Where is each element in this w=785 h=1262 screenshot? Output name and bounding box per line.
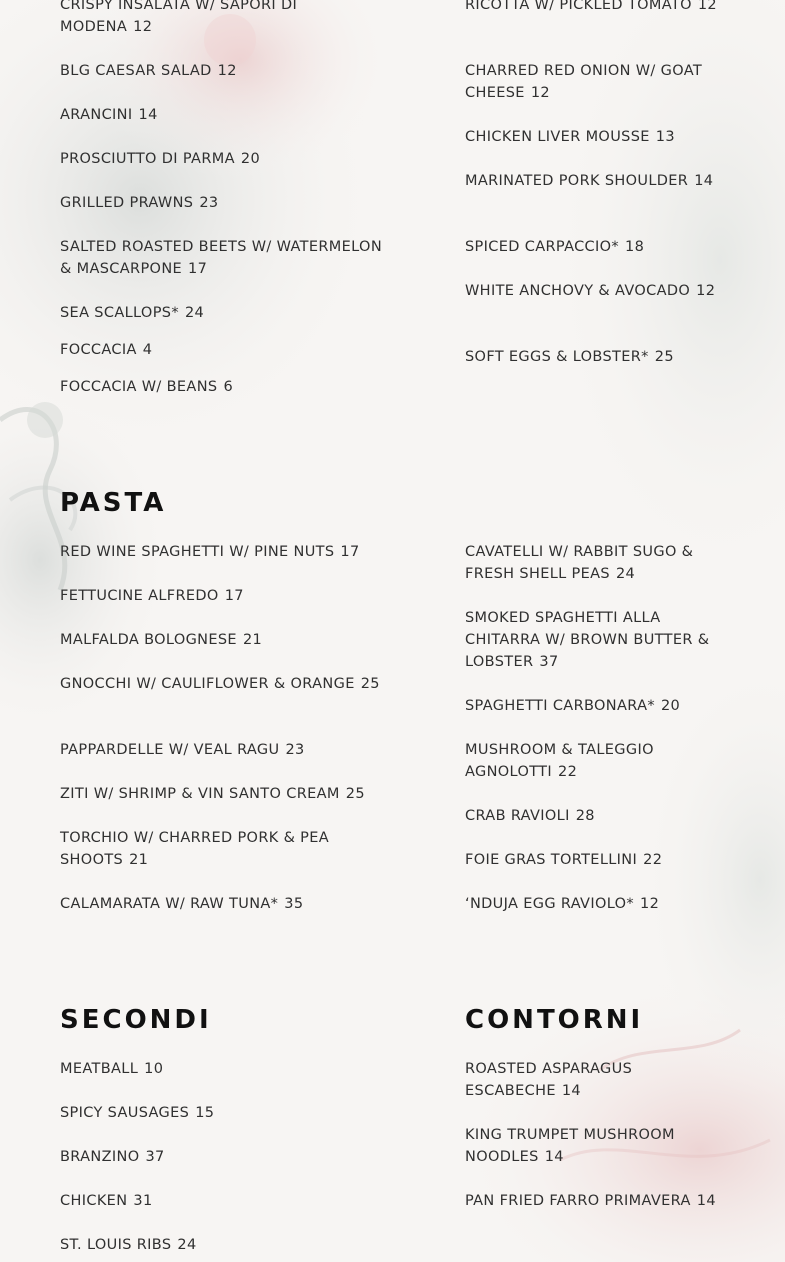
item-price: 13 [655, 129, 675, 145]
item-name: SEA SCALLOPS* [60, 305, 179, 321]
item-name: FOCCACIA [60, 342, 137, 358]
item-price: 25 [360, 676, 380, 692]
item-name: MARINATED PORK SHOULDER [465, 173, 689, 189]
item-price: 23 [199, 195, 219, 211]
menu-item [465, 346, 735, 368]
menu-item [60, 783, 390, 805]
menu-item [60, 192, 390, 214]
menu-item [465, 805, 735, 827]
item-name: ‘NDUJA EGG RAVIOLO* [465, 896, 634, 912]
menu-item [465, 126, 735, 148]
item-price: 21 [129, 852, 149, 868]
item-price: 14 [561, 1083, 582, 1099]
item-name: WHITE ANCHOVY & AVOCADO [465, 283, 691, 299]
item-price: 28 [575, 808, 595, 824]
item-price: 12 [697, 0, 718, 13]
item-name: SOFT EGGS & LOBSTER* [465, 349, 649, 365]
item-price: 12 [217, 63, 237, 79]
item-name: ARANCINI [60, 107, 133, 123]
item-name: SMOKED SPAGHETTI ALLA CHITARRA W/ BROWN BUTTER & LOBSTER [465, 610, 710, 670]
item-name: CHICKEN [60, 1193, 128, 1209]
section-heading-secondi: SECONDI [60, 1005, 212, 1035]
item-price: 14 [694, 173, 714, 189]
menu-item [60, 1102, 390, 1124]
menu-item [465, 1190, 735, 1212]
item-name: CRISPY INSALATA W/ SAPORI DI MODENA [60, 0, 298, 35]
item-name: SPICED CARPACCIO* [465, 239, 620, 255]
item-name: CHICKEN LIVER MOUSSE [465, 129, 650, 145]
item-name: RED WINE SPAGHETTI W/ PINE NUTS [60, 544, 335, 560]
menu-item [60, 302, 390, 324]
menu-item [465, 607, 735, 673]
menu-item [465, 541, 735, 585]
item-name: PAPPARDELLE W/ VEAL RAGU [60, 742, 280, 758]
menu-item [465, 1124, 735, 1168]
menu-item [60, 236, 390, 280]
item-price: 24 [615, 566, 636, 582]
item-name: ST. LOUIS RIBS [60, 1237, 172, 1253]
item-price: 37 [145, 1149, 165, 1165]
item-price: 12 [133, 19, 153, 35]
item-price: 17 [340, 544, 360, 560]
item-name: ROASTED ASPARAGUS ESCABECHE [465, 1061, 633, 1099]
menu-item [60, 673, 390, 695]
item-price: 18 [625, 239, 645, 255]
menu-item [60, 339, 390, 361]
menu-item [60, 541, 390, 563]
item-price: 24 [177, 1237, 197, 1253]
menu-item [60, 104, 390, 126]
menu-item [60, 1146, 390, 1168]
item-name: GNOCCHI W/ CAULIFLOWER & ORANGE [60, 676, 355, 692]
item-price: 21 [242, 632, 263, 648]
item-name: FETTUCINE ALFREDO [60, 588, 219, 604]
item-price: 17 [224, 588, 244, 604]
item-price: 15 [195, 1105, 215, 1121]
item-name: RICOTTA W/ PICKLED TOMATO [465, 0, 692, 13]
item-name: PAN FRIED FARRO PRIMAVERA [465, 1193, 691, 1209]
item-price: 14 [544, 1149, 564, 1165]
item-name: TORCHIO W/ CHARRED PORK & PEA SHOOTS [60, 830, 330, 868]
section-heading-contorni: CONTORNI [465, 1005, 644, 1035]
item-price: 12 [530, 85, 550, 101]
item-price: 35 [284, 896, 304, 912]
item-price: 14 [138, 107, 158, 123]
item-name: CRAB RAVIOLI [465, 808, 570, 824]
item-price: 37 [539, 654, 559, 670]
item-name: MEATBALL [60, 1061, 139, 1077]
menu-item [60, 893, 390, 915]
item-name: SPICY SAUSAGES [60, 1105, 190, 1121]
item-price: 23 [285, 742, 305, 758]
item-name: BLG CAESAR SALAD [60, 63, 212, 79]
item-name: SALTED ROASTED BEETS W/ WATERMELON & MASCARPONE [60, 239, 383, 277]
menu-item [60, 148, 390, 170]
item-price: 22 [643, 852, 663, 868]
menu-item [60, 585, 390, 607]
menu-item [465, 849, 735, 871]
item-name: SPAGHETTI CARBONARA* [465, 698, 655, 714]
item-price: 12 [640, 896, 660, 912]
item-price: 22 [558, 764, 578, 780]
item-name: PROSCIUTTO DI PARMA [60, 151, 235, 167]
item-price: 14 [696, 1193, 716, 1209]
item-name: ZITI W/ SHRIMP & VIN SANTO CREAM [60, 786, 340, 802]
item-price: 20 [240, 151, 261, 167]
menu-item [60, 1058, 390, 1080]
menu-item [465, 1058, 735, 1102]
item-price: 10 [144, 1061, 164, 1077]
item-name: CAVATELLI W/ RABBIT SUGO & FRESH SHELL PEAS [465, 544, 694, 582]
item-price: 31 [133, 1193, 153, 1209]
item-name: FOIE GRAS TORTELLINI [465, 852, 638, 868]
menu-item [465, 170, 735, 192]
menu-item [465, 695, 735, 717]
item-name: CHARRED RED ONION W/ GOAT CHEESE [465, 63, 703, 101]
menu-item [60, 60, 390, 82]
menu-item [60, 739, 390, 761]
menu-item [60, 1190, 390, 1212]
menu-item [465, 280, 735, 302]
item-price: 6 [223, 379, 234, 395]
item-name: KING TRUMPET MUSHROOM NOODLES [465, 1127, 675, 1165]
item-price: 25 [345, 786, 365, 802]
menu-item [60, 1234, 390, 1256]
menu-item [465, 0, 735, 16]
item-name: CALAMARATA W/ RAW TUNA* [60, 896, 279, 912]
item-price: 17 [188, 261, 208, 277]
menu-item [465, 893, 735, 915]
item-name: MALFALDA BOLOGNESE [60, 632, 237, 648]
item-price: 24 [184, 305, 205, 321]
menu-item [60, 0, 390, 38]
item-name: MUSHROOM & TALEGGIO AGNOLOTTI [465, 742, 654, 780]
item-price: 20 [660, 698, 681, 714]
menu-item [465, 60, 735, 104]
item-price: 4 [142, 342, 153, 358]
menu-item [60, 827, 390, 871]
item-name: GRILLED PRAWNS [60, 195, 194, 211]
item-price: 12 [696, 283, 716, 299]
menu-item [465, 739, 735, 783]
section-heading-pasta: PASTA [60, 488, 167, 518]
item-price: 25 [654, 349, 674, 365]
item-name: BRANZINO [60, 1149, 140, 1165]
menu-item [465, 236, 735, 258]
menu-item [60, 629, 390, 651]
item-name: FOCCACIA W/ BEANS [60, 379, 218, 395]
menu-item [60, 376, 390, 398]
